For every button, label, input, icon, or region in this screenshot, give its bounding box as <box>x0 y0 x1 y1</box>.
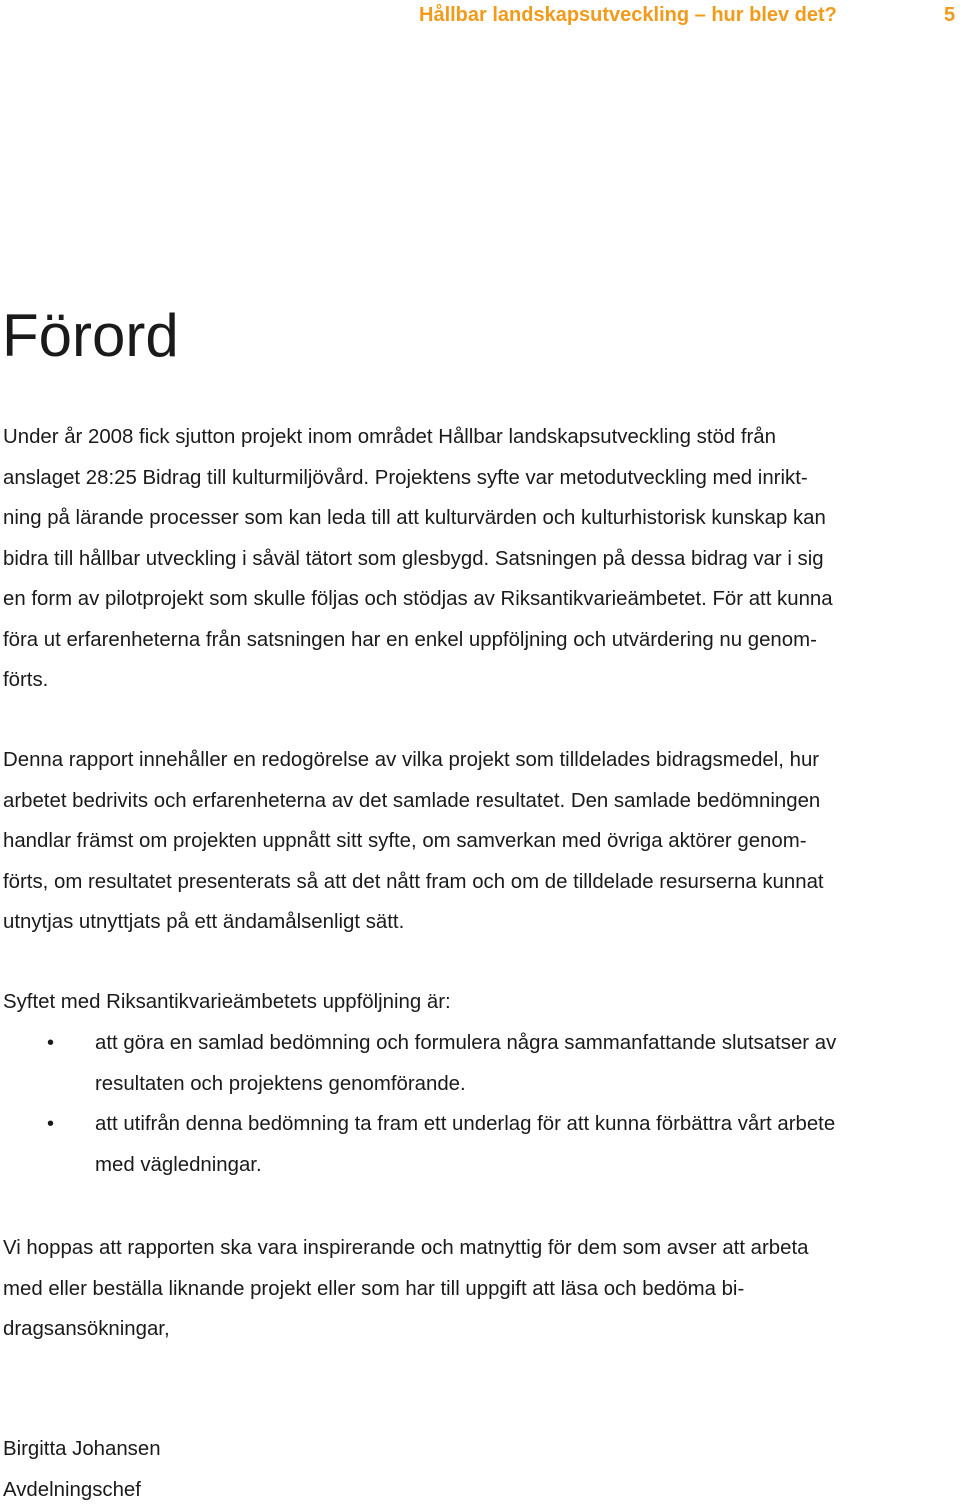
paragraph-line: anslaget 28:25 Bidrag till kulturmiljövård. Projektens syfte var metodutveckling med inrikt- <box>3 458 958 499</box>
closing-paragraph <box>3 1228 958 1350</box>
paragraph-line: handlar främst om projekten uppnått sitt syfte, om samverkan med övriga aktörer genom- <box>3 821 958 862</box>
bullet-item <box>0 1023 958 1104</box>
purpose-bullet-list <box>0 1023 958 1185</box>
paragraph-line: med eller beställa liknande projekt eller som har till uppgift att läsa och bedöma bi- <box>3 1269 958 1310</box>
bullet-line: resultaten och projektens genomförande. <box>95 1064 958 1105</box>
paragraph-line: utnytjas utnyttjats på ett ändamålsenligt sätt. <box>3 902 958 943</box>
paragraph-line: ning på lärande processer som kan leda till att kulturvärden och kulturhistorisk kunskap kan <box>3 498 958 539</box>
paragraph-line: förts. <box>3 660 958 701</box>
paragraph-line: Vi hoppas att rapporten ska vara inspirerande och matnyttig för dem som avser att arbeta <box>3 1228 958 1269</box>
intro-paragraph <box>3 417 958 701</box>
paragraph-line: Under år 2008 fick sjutton projekt inom området Hållbar landskapsutveckling stöd från <box>3 417 958 458</box>
signature-block <box>3 1429 161 1510</box>
report-description-paragraph <box>3 740 958 943</box>
bullet-line: att göra en samlad bedömning och formulera några sammanfattande slutsatser av <box>95 1023 958 1064</box>
paragraph-line: förts, om resultatet presenterats så att det nått fram och om de tilldelade resurserna kunnat <box>3 862 958 903</box>
page-number: 5 <box>944 4 955 27</box>
purpose-intro-paragraph <box>3 982 958 1023</box>
bullet-item <box>0 1104 958 1185</box>
signature-role: Avdelningschef <box>3 1470 161 1510</box>
running-header-title: Hållbar landskapsutveckling – hur blev det? <box>419 4 837 27</box>
paragraph-line: föra ut erfarenheterna från satsningen har en enkel uppföljning och utvärdering nu genom- <box>3 620 958 661</box>
paragraph-line: arbetet bedrivits och erfarenheterna av det samlade resultatet. Den samlade bedömningen <box>3 781 958 822</box>
signature-name: Birgitta Johansen <box>3 1429 161 1470</box>
section-heading: Förord <box>2 300 179 372</box>
paragraph-line: bidra till hållbar utveckling i såväl tätort som glesbygd. Satsningen på dessa bidrag var i sig <box>3 539 958 580</box>
bullet-line: att utifrån denna bedömning ta fram ett underlag för att kunna förbättra vårt arbete <box>95 1104 958 1145</box>
bullet-marker: • <box>47 1104 54 1145</box>
paragraph-line: dragsansökningar, <box>3 1309 958 1350</box>
paragraph-line: Denna rapport innehåller en redogörelse av vilka projekt som tilldelades bidragsmedel, hur <box>3 740 958 781</box>
bullet-marker: • <box>47 1023 54 1064</box>
running-header <box>0 4 960 32</box>
paragraph-line: en form av pilotprojekt som skulle följas och stödjas av Riksantikvarieämbetet. För att kunna <box>3 579 958 620</box>
bullet-line: med vägledningar. <box>95 1145 958 1186</box>
paragraph-line: Syftet med Riksantikvarieämbetets uppföljning är: <box>3 982 958 1023</box>
